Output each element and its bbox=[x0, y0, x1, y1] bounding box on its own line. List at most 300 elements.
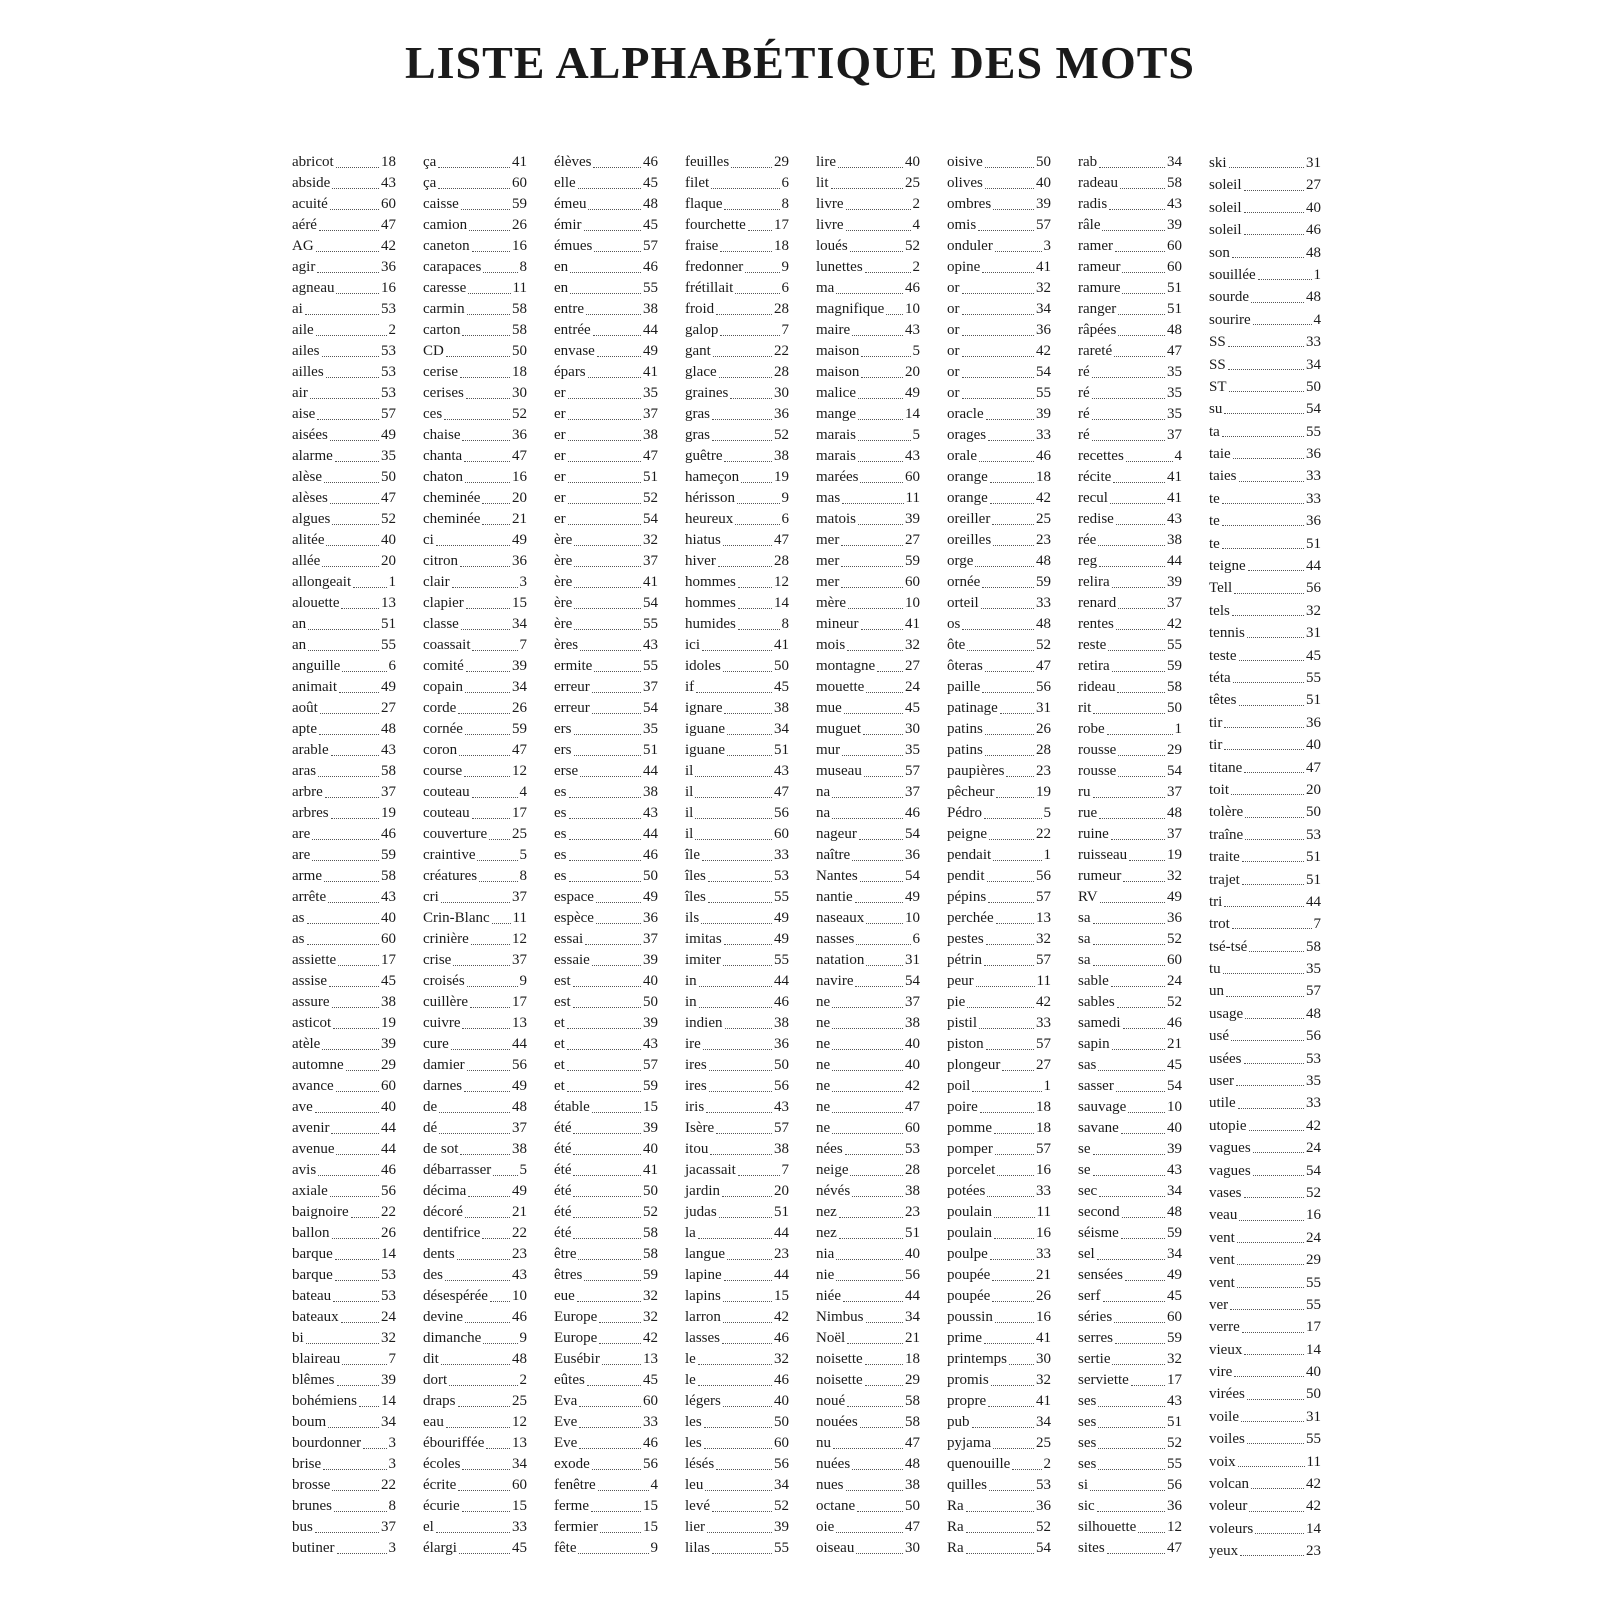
entry-word: flaque bbox=[685, 196, 723, 212]
entry-number: 14 bbox=[905, 406, 920, 422]
entry-number: 50 bbox=[1306, 378, 1321, 395]
dot-leader bbox=[574, 565, 641, 567]
index-entry bbox=[292, 761, 423, 782]
entry-number: 7 bbox=[388, 1351, 396, 1367]
entry-word: bi bbox=[292, 1330, 304, 1346]
index-entry bbox=[1078, 1475, 1209, 1496]
index-entry bbox=[423, 383, 554, 404]
entry-number: 47 bbox=[774, 532, 789, 548]
entry-word: et bbox=[554, 1057, 565, 1073]
entry-number: 54 bbox=[1167, 1078, 1182, 1094]
entry-number: 25 bbox=[1036, 511, 1051, 527]
index-entry bbox=[685, 698, 816, 719]
entry-word: ci bbox=[423, 532, 434, 548]
entry-word: recul bbox=[1078, 490, 1108, 506]
dot-leader bbox=[866, 1321, 903, 1323]
dot-leader bbox=[708, 880, 772, 882]
entry-word: avenir bbox=[292, 1120, 330, 1136]
entry-word: te bbox=[1209, 513, 1220, 530]
dot-leader bbox=[1092, 418, 1165, 420]
entry-word: iguane bbox=[685, 742, 725, 758]
entry-word: ferme bbox=[554, 1498, 589, 1514]
entry-word: livre bbox=[816, 217, 844, 233]
dot-leader bbox=[1099, 817, 1165, 819]
entry-number: 8 bbox=[519, 868, 527, 884]
dot-leader bbox=[578, 1258, 641, 1260]
index-entry bbox=[1209, 1294, 1321, 1316]
dot-leader bbox=[346, 1069, 379, 1071]
index-entry bbox=[1209, 309, 1321, 331]
dot-leader bbox=[1114, 355, 1165, 357]
entry-word: essai bbox=[554, 931, 584, 947]
entry-number: 54 bbox=[643, 700, 658, 716]
entry-number: 50 bbox=[643, 868, 658, 884]
index-entry bbox=[292, 215, 423, 236]
dot-leader bbox=[708, 901, 772, 903]
entry-word: et bbox=[554, 1036, 565, 1052]
index-entry bbox=[554, 740, 685, 761]
dot-leader bbox=[584, 229, 642, 231]
entry-word: froid bbox=[685, 301, 715, 317]
entry-word: patinage bbox=[947, 700, 998, 716]
entry-number: 48 bbox=[1306, 1005, 1321, 1022]
entry-number: 46 bbox=[643, 259, 658, 275]
dot-leader bbox=[353, 586, 386, 588]
entry-word: récite bbox=[1078, 469, 1112, 485]
dot-leader bbox=[573, 985, 641, 987]
entry-number: 8 bbox=[781, 196, 789, 212]
index-entry bbox=[292, 530, 423, 551]
index-entry bbox=[685, 1055, 816, 1076]
entry-word: are bbox=[292, 826, 311, 842]
dot-leader bbox=[962, 355, 1035, 357]
index-entry bbox=[1078, 614, 1209, 635]
entry-word: Nimbus bbox=[816, 1309, 864, 1325]
index-entry bbox=[1078, 467, 1209, 488]
entry-number: 9 bbox=[781, 490, 789, 506]
entry-word: oisive bbox=[947, 154, 983, 170]
entry-number: 35 bbox=[1306, 1073, 1321, 1090]
dot-leader bbox=[986, 1048, 1034, 1050]
entry-word: taie bbox=[1209, 446, 1231, 463]
index-entry bbox=[816, 362, 947, 383]
dot-leader bbox=[306, 1342, 379, 1344]
entry-word: îles bbox=[685, 868, 706, 884]
dot-leader bbox=[832, 1069, 903, 1071]
index-entry bbox=[1209, 645, 1321, 667]
entry-word: or bbox=[947, 343, 960, 359]
index-entry bbox=[423, 1181, 554, 1202]
index-entry bbox=[1078, 530, 1209, 551]
dot-leader bbox=[1249, 1129, 1305, 1131]
entry-number: 23 bbox=[1036, 763, 1051, 779]
entry-word: Crin-Blanc bbox=[423, 910, 490, 926]
index-entry bbox=[816, 656, 947, 677]
index-entry bbox=[816, 572, 947, 593]
dot-leader bbox=[705, 1489, 772, 1491]
entry-number: 11 bbox=[512, 910, 527, 926]
entry-number: 59 bbox=[1167, 1225, 1182, 1241]
entry-word: comité bbox=[423, 658, 464, 674]
entry-number: 43 bbox=[774, 763, 789, 779]
index-entry bbox=[554, 593, 685, 614]
entry-word: essaie bbox=[554, 952, 590, 968]
index-entry bbox=[1209, 1182, 1321, 1204]
entry-word: carmin bbox=[423, 301, 465, 317]
entry-number: 39 bbox=[1036, 196, 1051, 212]
entry-word: tri bbox=[1209, 893, 1223, 910]
entry-number: 60 bbox=[512, 1477, 527, 1493]
index-entry bbox=[685, 614, 816, 635]
index-entry bbox=[1078, 572, 1209, 593]
entry-word: île bbox=[685, 847, 700, 863]
entry-number: 12 bbox=[512, 763, 527, 779]
entry-number: 51 bbox=[1306, 849, 1321, 866]
entry-word: usage bbox=[1209, 1005, 1244, 1022]
index-entry bbox=[554, 1160, 685, 1181]
entry-number: 39 bbox=[643, 1015, 658, 1031]
index-entry bbox=[816, 551, 947, 572]
entry-number: 12 bbox=[774, 574, 789, 590]
index-entry bbox=[947, 341, 1078, 362]
entry-number: 5 bbox=[519, 1162, 527, 1178]
index-entry bbox=[1209, 510, 1321, 532]
entry-number: 58 bbox=[643, 1225, 658, 1241]
entry-word: teigne bbox=[1209, 558, 1246, 575]
dot-leader bbox=[852, 334, 903, 336]
index-entry bbox=[947, 1538, 1078, 1559]
entry-word: ses bbox=[1078, 1456, 1097, 1472]
dot-leader bbox=[1233, 457, 1304, 459]
index-column bbox=[423, 152, 554, 1563]
entry-word: espace bbox=[554, 889, 594, 905]
entry-word: radeau bbox=[1078, 175, 1118, 191]
entry-number: 51 bbox=[774, 1204, 789, 1220]
dot-leader bbox=[439, 1111, 510, 1113]
dot-leader bbox=[322, 355, 380, 357]
dot-leader bbox=[330, 502, 379, 504]
dot-leader bbox=[308, 628, 379, 630]
entry-word: neige bbox=[816, 1162, 849, 1178]
entry-word: es bbox=[554, 784, 567, 800]
entry-word: poupée bbox=[947, 1288, 991, 1304]
entry-word: fenêtre bbox=[554, 1477, 596, 1493]
entry-word: ire bbox=[685, 1036, 701, 1052]
entry-word: le bbox=[685, 1372, 696, 1388]
entry-word: leu bbox=[685, 1477, 704, 1493]
entry-number: 37 bbox=[381, 784, 396, 800]
dot-leader bbox=[1249, 1510, 1304, 1512]
entry-word: ruisseau bbox=[1078, 847, 1128, 863]
index-entry bbox=[685, 803, 816, 824]
entry-word: mas bbox=[816, 490, 841, 506]
entry-number: 53 bbox=[381, 364, 396, 380]
dot-leader bbox=[457, 1258, 510, 1260]
index-entry bbox=[685, 1454, 816, 1475]
entry-word: ça bbox=[423, 175, 437, 191]
index-entry bbox=[1078, 152, 1209, 173]
dot-leader bbox=[467, 1069, 510, 1071]
dot-leader bbox=[592, 712, 641, 714]
entry-word: soleil bbox=[1209, 222, 1242, 239]
entry-number: 35 bbox=[1167, 406, 1182, 422]
index-entry bbox=[1209, 1428, 1321, 1450]
dot-leader bbox=[574, 733, 642, 735]
entry-number: 12 bbox=[512, 931, 527, 947]
entry-word: ne bbox=[816, 994, 831, 1010]
index-entry bbox=[816, 1412, 947, 1433]
entry-word: les bbox=[685, 1414, 702, 1430]
entry-word: octane bbox=[816, 1498, 856, 1514]
index-entry bbox=[1209, 1204, 1321, 1226]
dot-leader bbox=[962, 628, 1034, 630]
dot-leader bbox=[839, 1237, 903, 1239]
index-entry bbox=[685, 1244, 816, 1265]
entry-number: 48 bbox=[512, 1351, 527, 1367]
dot-leader bbox=[833, 1447, 903, 1449]
index-entry bbox=[947, 425, 1078, 446]
entry-number: 48 bbox=[1306, 289, 1321, 306]
entry-word: brise bbox=[292, 1456, 322, 1472]
index-entry bbox=[554, 278, 685, 299]
entry-number: 6 bbox=[781, 511, 789, 527]
entry-word: ne bbox=[816, 1015, 831, 1031]
entry-number: 55 bbox=[381, 637, 396, 653]
dot-leader bbox=[863, 733, 903, 735]
index-entry bbox=[685, 929, 816, 950]
entry-word: ère bbox=[554, 574, 573, 590]
entry-number: 32 bbox=[643, 532, 658, 548]
dot-leader bbox=[709, 1090, 772, 1092]
index-entry bbox=[292, 1181, 423, 1202]
entry-word: ailles bbox=[292, 364, 324, 380]
entry-number: 56 bbox=[381, 1183, 396, 1199]
dot-leader bbox=[724, 1279, 772, 1281]
entry-number: 57 bbox=[643, 1057, 658, 1073]
entry-word: rameur bbox=[1078, 259, 1121, 275]
dot-leader bbox=[737, 502, 780, 504]
entry-number: 28 bbox=[905, 1162, 920, 1178]
index-column bbox=[816, 152, 947, 1563]
entry-word: épars bbox=[554, 364, 586, 380]
dot-leader bbox=[722, 1342, 772, 1344]
entry-number: 45 bbox=[1167, 1057, 1182, 1073]
entry-word: ses bbox=[1078, 1414, 1097, 1430]
dot-leader bbox=[462, 1510, 510, 1512]
entry-number: 40 bbox=[643, 1141, 658, 1157]
dot-leader bbox=[855, 985, 903, 987]
index-entry bbox=[554, 1349, 685, 1370]
entry-number: 43 bbox=[1167, 1393, 1182, 1409]
dot-leader bbox=[842, 502, 903, 504]
entry-word: assise bbox=[292, 973, 327, 989]
index-entry bbox=[685, 1265, 816, 1286]
index-entry bbox=[816, 1160, 947, 1181]
entry-number: 47 bbox=[905, 1099, 920, 1115]
entry-word: orge bbox=[947, 553, 974, 569]
dot-leader bbox=[341, 607, 379, 609]
dot-leader bbox=[493, 1174, 517, 1176]
entry-number: 33 bbox=[1036, 1246, 1051, 1262]
dot-leader bbox=[1253, 323, 1312, 325]
entry-number: 48 bbox=[1036, 553, 1051, 569]
entry-word: el bbox=[423, 1519, 434, 1535]
index-entry bbox=[1209, 443, 1321, 465]
entry-number: 43 bbox=[774, 1099, 789, 1115]
entry-number: 6 bbox=[781, 175, 789, 191]
entry-word: été bbox=[554, 1141, 572, 1157]
entry-number: 2 bbox=[912, 259, 920, 275]
entry-word: hiver bbox=[685, 553, 716, 569]
dot-leader bbox=[990, 502, 1034, 504]
dot-leader bbox=[1000, 712, 1034, 714]
index-entry bbox=[1209, 1361, 1321, 1383]
entry-number: 30 bbox=[1036, 1351, 1051, 1367]
entry-word: rentes bbox=[1078, 616, 1114, 632]
index-entry bbox=[685, 509, 816, 530]
entry-number: 11 bbox=[1306, 1453, 1321, 1470]
dot-leader bbox=[712, 1552, 772, 1554]
entry-word: névés bbox=[816, 1183, 851, 1199]
dot-leader bbox=[699, 1006, 772, 1008]
dot-leader bbox=[460, 565, 510, 567]
entry-word: axiale bbox=[292, 1183, 328, 1199]
entry-word: nasses bbox=[816, 931, 855, 947]
entry-word: rideau bbox=[1078, 679, 1116, 695]
dot-leader bbox=[859, 838, 903, 840]
index-entry bbox=[423, 950, 554, 971]
entry-number: 34 bbox=[381, 1414, 396, 1430]
entry-number: 8 bbox=[781, 616, 789, 632]
index-entry bbox=[554, 1370, 685, 1391]
entry-word: paupières bbox=[947, 763, 1005, 779]
entry-word: mur bbox=[816, 742, 841, 758]
index-entry bbox=[947, 677, 1078, 698]
index-entry bbox=[947, 152, 1078, 173]
entry-number: 20 bbox=[1306, 781, 1321, 798]
dot-leader bbox=[852, 1468, 903, 1470]
dot-leader bbox=[975, 565, 1034, 567]
entry-number: 34 bbox=[1036, 301, 1051, 317]
dot-leader bbox=[836, 1531, 903, 1533]
entry-number: 35 bbox=[643, 385, 658, 401]
dot-leader bbox=[836, 1279, 903, 1281]
entry-word: est bbox=[554, 994, 571, 1010]
dot-leader bbox=[723, 964, 772, 966]
entry-number: 40 bbox=[905, 154, 920, 170]
index-entry bbox=[685, 1181, 816, 1202]
dot-leader bbox=[699, 985, 772, 987]
entry-number: 45 bbox=[512, 1540, 527, 1556]
dot-leader bbox=[984, 1342, 1034, 1344]
index-entry bbox=[292, 866, 423, 887]
dot-leader bbox=[846, 208, 911, 210]
dot-leader bbox=[865, 1384, 903, 1386]
index-entry bbox=[1209, 801, 1321, 823]
dot-leader bbox=[1224, 726, 1304, 728]
entry-number: 60 bbox=[905, 469, 920, 485]
entry-word: brunes bbox=[292, 1498, 332, 1514]
dot-leader bbox=[1247, 1398, 1304, 1400]
index-entry bbox=[292, 614, 423, 635]
entry-word: vieux bbox=[1209, 1341, 1243, 1358]
dot-leader bbox=[1239, 704, 1305, 706]
entry-word: rousse bbox=[1078, 742, 1117, 758]
entry-number: 39 bbox=[381, 1372, 396, 1388]
entry-number: 54 bbox=[905, 973, 920, 989]
entry-word: Pédro bbox=[947, 805, 982, 821]
index-entry bbox=[816, 320, 947, 341]
index-entry bbox=[1209, 757, 1321, 779]
entry-word: il bbox=[685, 805, 694, 821]
index-entry bbox=[423, 1370, 554, 1391]
dot-leader bbox=[1236, 1084, 1304, 1086]
entry-number: 17 bbox=[381, 952, 396, 968]
index-entry bbox=[554, 866, 685, 887]
dot-leader bbox=[574, 586, 641, 588]
entry-number: 19 bbox=[381, 805, 396, 821]
entry-number: 49 bbox=[774, 910, 789, 926]
index-column bbox=[554, 152, 685, 1563]
entry-word: sasser bbox=[1078, 1078, 1114, 1094]
index-entry bbox=[1078, 1496, 1209, 1517]
entry-word: Noël bbox=[816, 1330, 846, 1346]
entry-number: 43 bbox=[1167, 1162, 1182, 1178]
entry-word: peur bbox=[947, 973, 974, 989]
entry-word: été bbox=[554, 1120, 572, 1136]
entry-word: pêcheur bbox=[947, 784, 995, 800]
index-entry bbox=[947, 488, 1078, 509]
entry-number: 39 bbox=[1167, 1141, 1182, 1157]
dot-leader bbox=[1242, 883, 1304, 885]
index-entry bbox=[292, 908, 423, 929]
entry-number: 42 bbox=[1036, 343, 1051, 359]
index-entry bbox=[1078, 341, 1209, 362]
entry-number: 32 bbox=[643, 1309, 658, 1325]
index-entry bbox=[292, 509, 423, 530]
entry-word: arme bbox=[292, 868, 322, 884]
index-entry bbox=[685, 1118, 816, 1139]
entry-number: 1 bbox=[1313, 266, 1321, 283]
entry-word: caisse bbox=[423, 196, 459, 212]
dot-leader bbox=[1244, 1062, 1305, 1064]
entry-number: 55 bbox=[774, 889, 789, 905]
index-entry bbox=[685, 1223, 816, 1244]
index-entry bbox=[423, 509, 554, 530]
entry-word: hérisson bbox=[685, 490, 735, 506]
index-entry bbox=[685, 1139, 816, 1160]
entry-number: 44 bbox=[643, 322, 658, 338]
dot-leader bbox=[465, 1321, 510, 1323]
dot-leader bbox=[706, 1111, 772, 1113]
entry-word: poulpe bbox=[947, 1246, 988, 1262]
entry-number: 27 bbox=[905, 658, 920, 674]
entry-number: 26 bbox=[381, 1225, 396, 1241]
index-entry bbox=[1078, 1160, 1209, 1181]
dot-leader bbox=[482, 523, 510, 525]
entry-number: 48 bbox=[512, 1099, 527, 1115]
entry-word: as bbox=[292, 910, 305, 926]
entry-number: 6 bbox=[912, 931, 920, 947]
entry-word: rumeur bbox=[1078, 868, 1122, 884]
dot-leader bbox=[724, 460, 772, 462]
entry-number: 46 bbox=[512, 1309, 527, 1325]
entry-word: ombres bbox=[947, 196, 992, 212]
entry-number: 32 bbox=[1167, 1351, 1182, 1367]
index-entry bbox=[554, 1244, 685, 1265]
dot-leader bbox=[720, 334, 779, 336]
index-entry bbox=[685, 1202, 816, 1223]
